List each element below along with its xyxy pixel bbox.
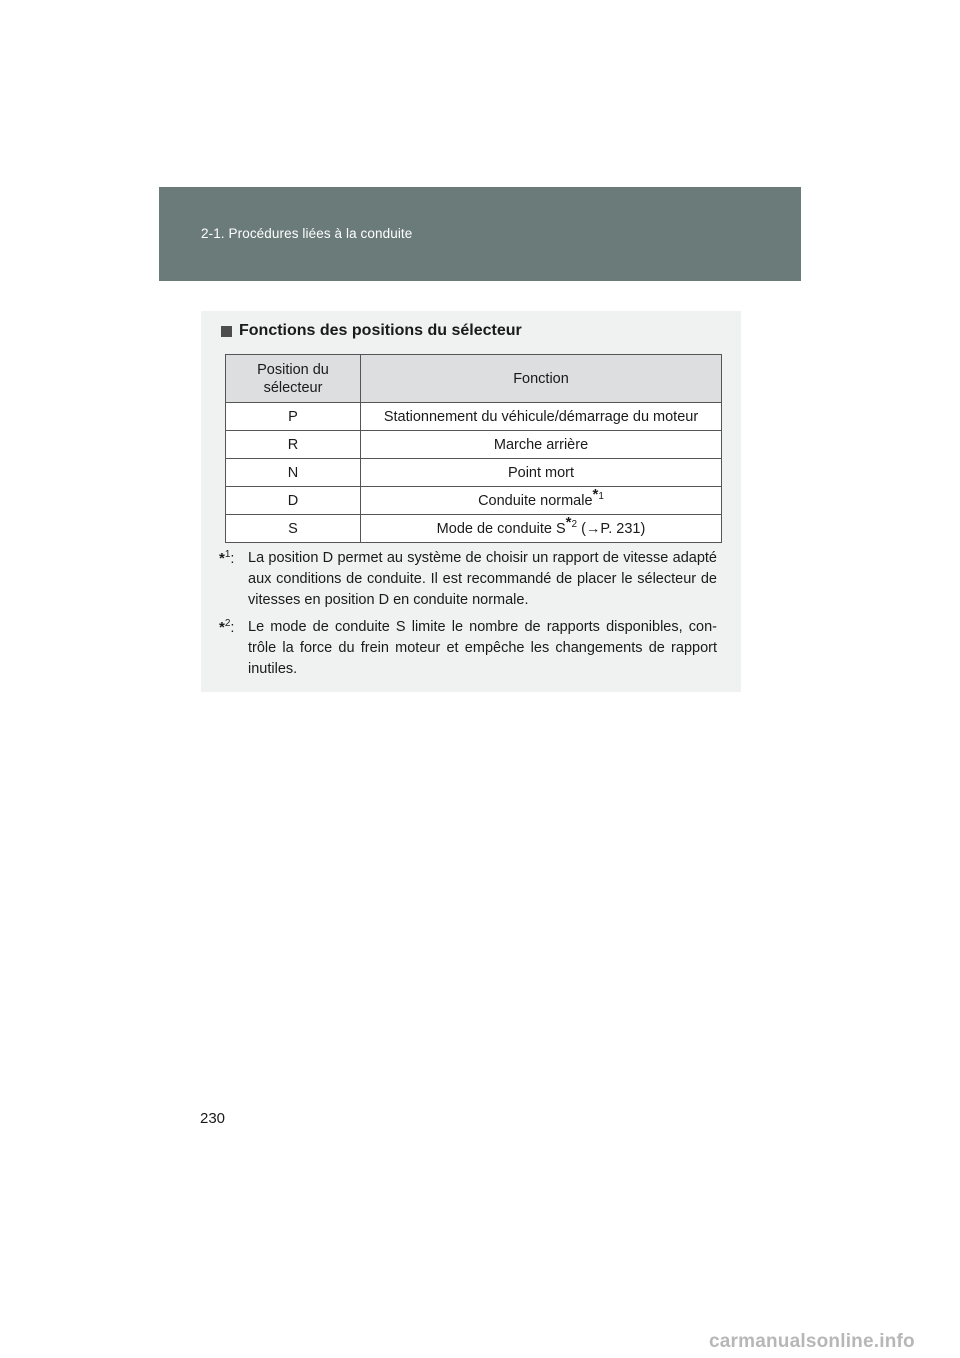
- section-title-text: Fonctions des positions du sélecteur: [239, 322, 522, 339]
- watermark: carmanualsonline.info: [709, 1331, 915, 1352]
- table-row: [226, 459, 722, 487]
- page-reference: (→P. 231): [581, 520, 646, 537]
- square-bullet-icon: [221, 326, 232, 337]
- footnote-text: Le mode de conduite S limite le nombre de rapports disponibles, con- trôle la force du frein moteur et empêche les changements de rapport inutiles.: [248, 619, 717, 677]
- function-text: Mode de conduite S: [436, 520, 566, 537]
- function-cell: Point mort: [361, 459, 722, 487]
- selector-functions-section: [201, 311, 741, 692]
- column-header-position: Position du sélecteur: [226, 355, 361, 403]
- column-header-function: Fonction: [361, 355, 722, 403]
- footnote-ref: *1: [592, 485, 604, 503]
- table-row: [226, 431, 722, 459]
- position-cell: R: [226, 431, 361, 459]
- position-cell: D: [226, 487, 361, 515]
- function-text: Conduite normale: [478, 492, 593, 509]
- function-cell: [361, 487, 722, 515]
- footnote: [219, 617, 717, 680]
- footnote-marker: *$^2$:: [219, 618, 235, 636]
- footnote-marker: *$^1$:: [219, 549, 235, 567]
- footnote-text: La position D permet au système de choisir un rapport de vitesse adapté aux conditions de conduite. Il est recommandé de placer le sélecteur de vitesses en position D en conduite normale.: [248, 550, 717, 608]
- footnote-ref: *2: [565, 513, 578, 531]
- position-cell: N: [226, 459, 361, 487]
- position-cell: P: [226, 403, 361, 431]
- table-row: [226, 487, 722, 515]
- footnote: [219, 548, 717, 611]
- function-cell: Stationnement du véhicule/démarrage du moteur: [361, 403, 722, 431]
- position-cell: S: [226, 515, 361, 543]
- table-row: [226, 515, 722, 543]
- function-cell: [361, 515, 722, 543]
- section-title: [221, 322, 522, 340]
- footnotes: [219, 548, 717, 686]
- breadcrumb: 2-1. Procédures liées à la conduite: [201, 226, 413, 241]
- chapter-header: [159, 187, 801, 281]
- table-header-row: [226, 355, 722, 403]
- selector-table: [225, 354, 722, 543]
- function-cell: Marche arrière: [361, 431, 722, 459]
- page-number: 230: [200, 1110, 226, 1127]
- table-row: [226, 403, 722, 431]
